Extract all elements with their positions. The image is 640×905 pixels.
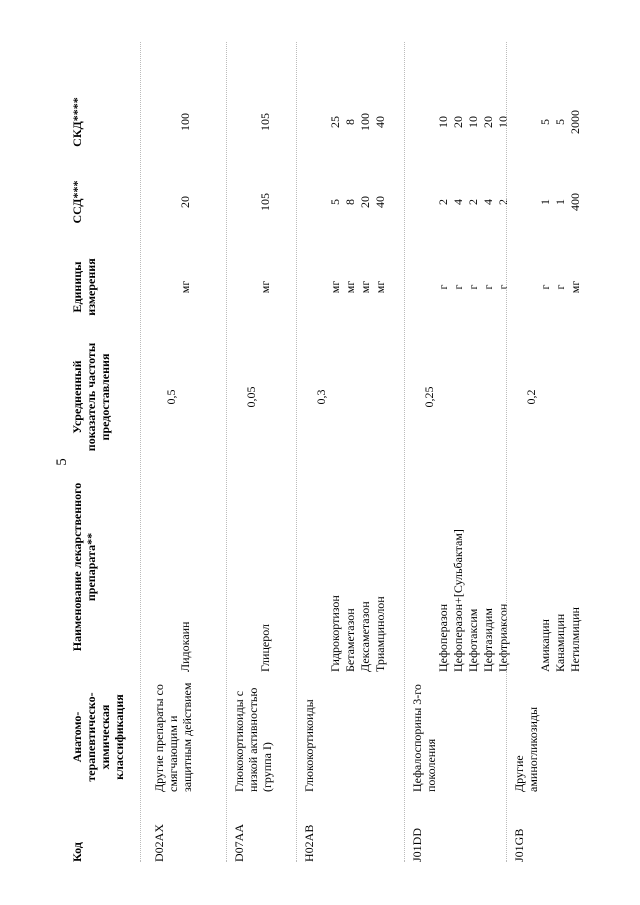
header-ssd: ССД***	[70, 180, 84, 224]
drug-ssd: 5	[328, 199, 342, 205]
row-classification: Другие препараты со смягчающим и защитным действием	[152, 682, 194, 792]
drug-unit: г	[451, 284, 465, 290]
row-divider	[404, 42, 405, 862]
drug-skd: 10	[496, 116, 510, 128]
drug-skd: 2000	[568, 110, 582, 134]
drug-skd: 20	[481, 116, 495, 128]
drug-skd: 100	[358, 113, 372, 131]
drug-unit: мг	[258, 280, 272, 294]
drug-unit: мг	[178, 280, 192, 294]
row-code: D07AA	[232, 824, 246, 862]
drug-table	[70, 42, 582, 862]
drug-unit: мг	[328, 280, 342, 294]
drug-name: Амикацин	[538, 619, 552, 672]
drug-unit: мг	[568, 280, 582, 294]
row-divider	[506, 42, 507, 862]
drug-name: Лидокаин	[178, 621, 192, 672]
drug-name: Цефтазидим	[481, 608, 495, 672]
header-divider	[140, 42, 141, 862]
row-frequency: 0,2	[524, 389, 538, 405]
drug-ssd: 4	[451, 199, 465, 205]
drug-name: Дексаметазон	[358, 601, 372, 672]
drug-ssd: 1	[538, 199, 552, 205]
row-classification: Глюкокортикоиды	[302, 699, 316, 792]
drug-ssd: 20	[358, 196, 372, 208]
row-code: D02AX	[152, 824, 166, 862]
drug-name: Гидрокортизон	[328, 595, 342, 672]
drug-ssd: 20	[178, 196, 192, 208]
drug-name: Триамцинолон	[373, 596, 387, 672]
drug-name: Канамицин	[553, 613, 567, 672]
drug-unit: г	[496, 284, 510, 290]
drug-skd: 8	[343, 119, 357, 125]
drug-ssd: 105	[258, 193, 272, 211]
page-number: 5	[54, 458, 70, 466]
drug-skd: 5	[553, 119, 567, 125]
drug-ssd: 2	[496, 199, 510, 205]
drug-skd: 105	[258, 113, 272, 131]
row-code: H02AB	[302, 824, 316, 862]
drug-ssd: 40	[373, 196, 387, 208]
row-frequency: 0,5	[164, 389, 178, 405]
drug-name: Цефотаксим	[466, 608, 480, 672]
drug-name: Бетаметазон	[343, 608, 357, 672]
row-classification: Цефалоспорины 3-го поколения	[410, 684, 438, 792]
drug-unit: г	[466, 284, 480, 290]
drug-ssd: 2	[466, 199, 480, 205]
drug-unit: г	[553, 284, 567, 290]
row-frequency: 0,3	[314, 389, 328, 405]
drug-skd: 100	[178, 113, 192, 131]
drug-name: Цефоперазон+[Сульбактам]	[451, 529, 465, 672]
drug-ssd: 400	[568, 193, 582, 211]
row-divider	[226, 42, 227, 862]
row-frequency: 0,05	[244, 386, 258, 408]
drug-ssd: 1	[553, 199, 567, 205]
drug-skd: 10	[436, 116, 450, 128]
header-avg-frequency: Усредненный показатель частоты предоставления	[70, 342, 112, 452]
drug-unit: г	[481, 284, 495, 290]
drug-unit: мг	[358, 280, 372, 294]
drug-name: Глицерол	[258, 623, 272, 672]
drug-unit: мг	[373, 280, 387, 294]
drug-skd: 20	[451, 116, 465, 128]
drug-skd: 25	[328, 116, 342, 128]
drug-ssd: 8	[343, 199, 357, 205]
row-code: J01DD	[410, 827, 424, 862]
drug-skd: 10	[466, 116, 480, 128]
drug-name: Цефоперазон	[436, 603, 450, 672]
drug-name: Нетилмицин	[568, 607, 582, 672]
drug-skd: 5	[538, 119, 552, 125]
drug-ssd: 4	[481, 199, 495, 205]
header-code: Код	[70, 842, 84, 862]
row-divider	[296, 42, 297, 862]
header-drug-name: Наименование лекарственного препарата**	[70, 482, 98, 652]
header-atc-classification: Анатомо-терапевтическо-химическая классификация	[70, 692, 126, 782]
drug-ssd: 2	[436, 199, 450, 205]
row-classification: Глюкокортикоиды с низкой активностью (группа I)	[232, 687, 274, 792]
row-code: J01GB	[512, 828, 526, 862]
drug-unit: г	[538, 284, 552, 290]
row-frequency: 0,25	[422, 386, 436, 408]
row-classification: Другие аминогликозиды	[512, 706, 540, 792]
header-unit: Единицы измерения	[70, 258, 98, 316]
drug-unit: мг	[343, 280, 357, 294]
drug-skd: 40	[373, 116, 387, 128]
header-skd: СКД****	[70, 97, 84, 147]
drug-name: Цефтриаксон	[496, 603, 510, 672]
drug-unit: г	[436, 284, 450, 290]
